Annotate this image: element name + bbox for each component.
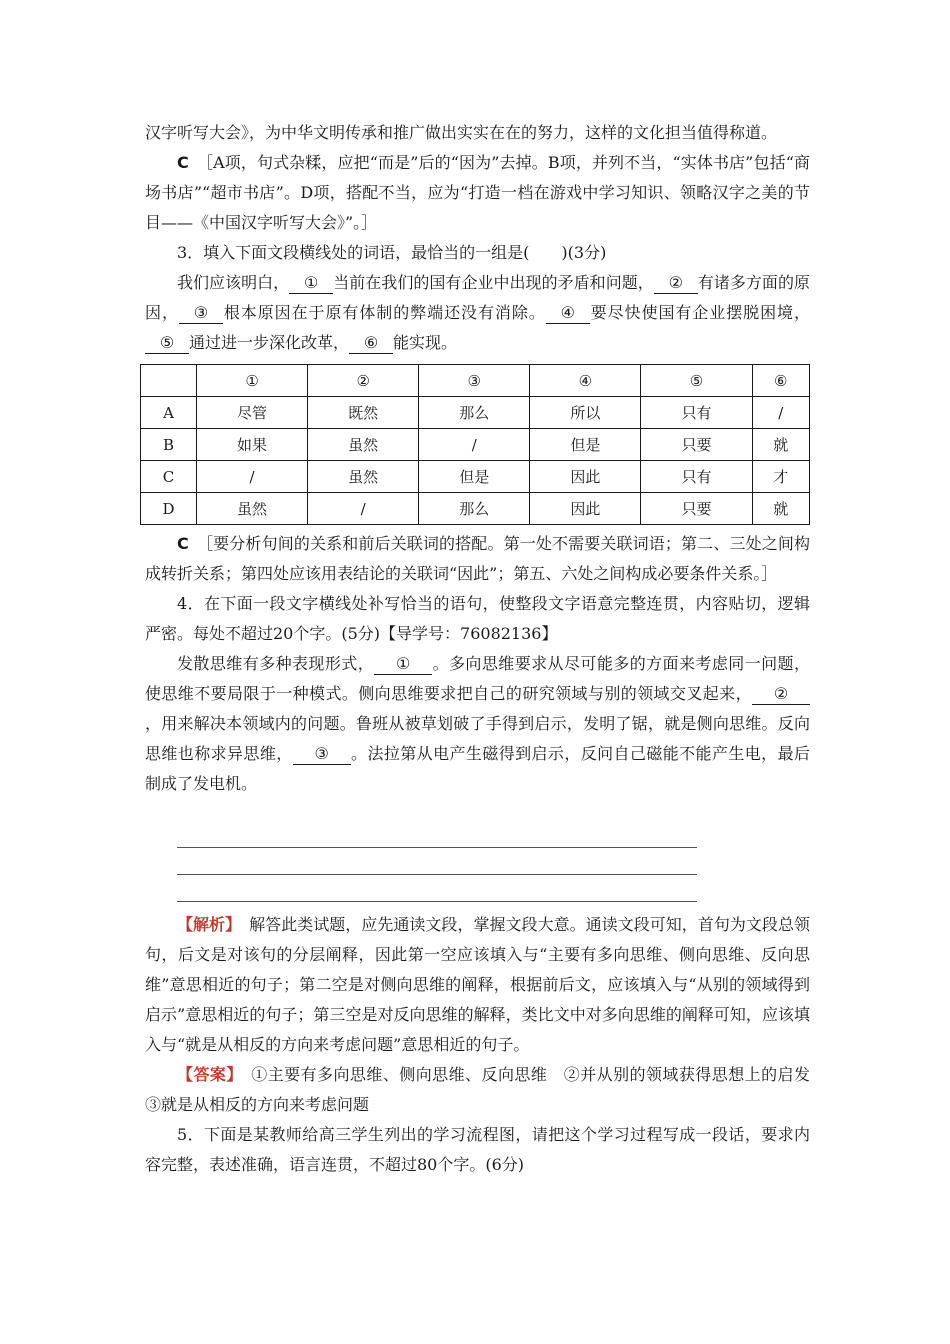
answer-tag: 【答案】	[177, 1065, 235, 1084]
blank-1: ①	[289, 273, 333, 294]
q3-answer: C	[177, 534, 189, 553]
q5-stem: 5．下面是某教师给高三学生列出的学习流程图，请把这个学习过程写成一段话，要求内容完整，表述准确，语言连贯，不超过80个字。(6分)	[145, 1125, 810, 1174]
answer-lines	[177, 821, 810, 902]
table-row: B 如果 虽然 / 但是 只要 就	[141, 429, 810, 461]
table-header-row: ① ② ③ ④ ⑤ ⑥	[141, 365, 810, 397]
document-page	[145, 118, 826, 1180]
blank-1: ①	[374, 654, 432, 675]
analysis-tag: 【解析】	[177, 915, 234, 934]
blank-4: ④	[546, 303, 590, 324]
blank-3: ③	[293, 744, 351, 765]
q2-tail-text: 汉字听写大会》，为中华文明传承和推广做出实实在在的努力，这样的文化担当值得称道。	[145, 123, 778, 142]
blank-5: ⑤	[145, 333, 189, 354]
blank-6: ⑥	[349, 333, 393, 354]
q3-explanation-text: ［要分析句间的关系和前后关联词的搭配。第一处不需要关联词语；第二、三处之间构成转折关系；第四处应该用表结论的关联词“因此”；第五、六处之间构成必要条件关系。］	[145, 534, 810, 583]
answer-text: ①主要有多向思维、侧向思维、反向思维 ②并从别的领域获得思想上的启发 ③就是从相反的方向来考虑问题	[145, 1065, 826, 1114]
q4-answer	[145, 1060, 826, 1120]
q3-passage: 我们应该明白， ① 当前在我们的国有企业中出现的矛盾和问题， ② 有诸多方面的原因， ③ 根本原因在于原有体制的弊端还没有消除。 ④ 要尽快使国有企业摆脱困境，⑤ 通过进一步深化改革， ⑥ 能实现。	[145, 273, 810, 352]
q3-stem: 3．填入下面文段横线处的词语，最恰当的一组是( )(3分)	[177, 243, 607, 262]
q2-explanation	[145, 148, 810, 238]
blank-2: ②	[752, 684, 810, 705]
analysis-text: 解答此类试题，应先通读文段，掌握文段大意。通读文段可知，首句为文段总领句，后文是对该句的分层阐释，因此第一空应该填入与“主要有多向思维、侧向思维、反向思维”意思相近的句子；第二空是对侧向思维的阐释，根据前后文，应该填入与“从别的领域得到启示”意思相近的句子；第三空是对反向思维的解释，类比文中对多向思维的阐释可知，应该填入与“就是从相反的方向来考虑问题”意思相近的句子。	[145, 915, 810, 1054]
table-row: D 虽然 / 那么 因此 只要 就	[141, 493, 810, 525]
table-row: A 尽管 既然 那么 所以 只有 /	[141, 397, 810, 429]
q3-options-table	[140, 364, 810, 525]
blank-3: ③	[179, 303, 223, 324]
answer-line[interactable]	[177, 875, 697, 902]
q4-passage: 发散思维有多种表现形式， ① 。多向思维要求从尽可能多的方面来考虑同一问题，使思维不要局限于一种模式。侧向思维要求把自己的研究领域与别的领域交叉起来， ②，用来解决本领域内的问题。鲁班从被草划破了手得到启示，发明了锯，就是侧向思维。反向思维也称求异思维， ③ 。法拉第从电产生磁得到启示，反问自己磁能不能产生电，最后制成了发电机。	[145, 654, 810, 793]
q4-analysis	[145, 910, 810, 1060]
table-row: C / 虽然 但是 因此 只有 才	[141, 461, 810, 493]
q3-explanation	[145, 529, 810, 589]
answer-line[interactable]	[177, 848, 697, 875]
q2-explanation-text: ［A项，句式杂糅，应把“而是”后的“因为”去掉。B项，并列不当，“实体书店”包括“商场书店”“超市书店”。D项，搭配不当，应为“打造一档在游戏中学习知识、领略汉字之美的节目——《中国汉字听写大会》”。］	[145, 153, 810, 232]
q2-answer: C	[177, 153, 189, 172]
q4-stem: 4．在下面一段文字横线处补写恰当的语句，使整段文字语意完整连贯，内容贴切，逻辑严密。每处不超过20个字。(5分)【导学号：76082136】	[145, 594, 810, 643]
answer-line[interactable]	[177, 821, 697, 848]
blank-2: ②	[654, 273, 698, 294]
